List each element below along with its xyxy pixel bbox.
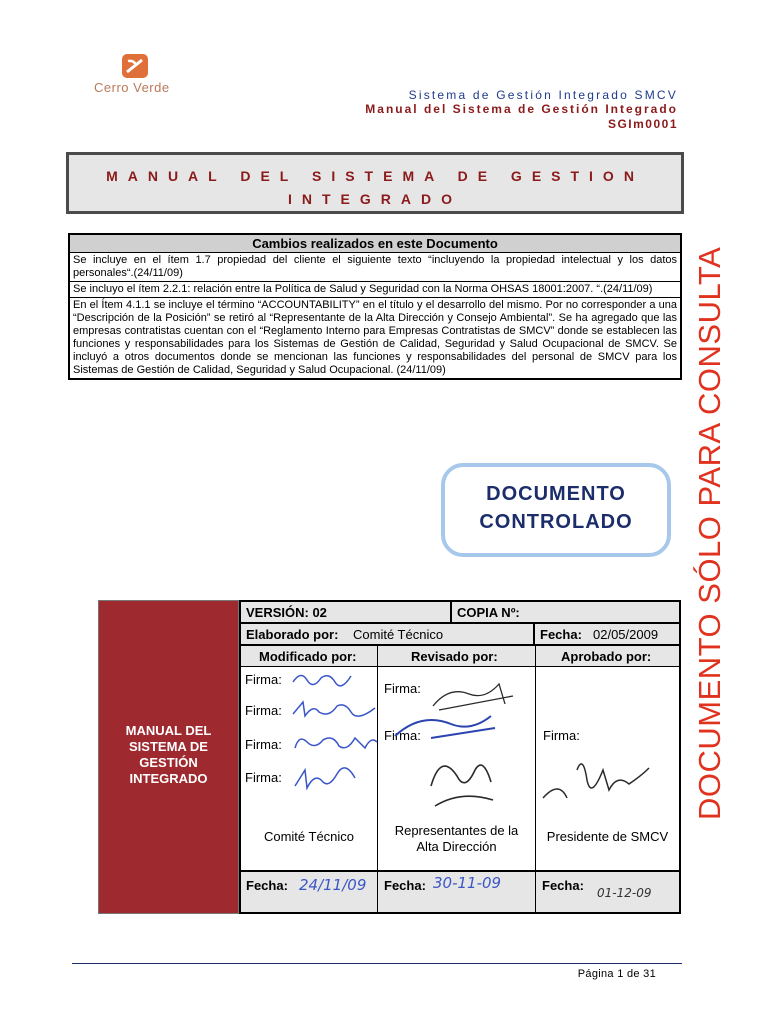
signature-label: Firma:	[245, 737, 282, 752]
document-title-box	[66, 152, 684, 214]
version-label: VERSIÓN: 02	[246, 605, 327, 620]
fecha-label: Fecha:	[384, 878, 426, 893]
approved-by-name: Presidente de SMCV	[546, 829, 669, 844]
fecha-label: Fecha:	[542, 878, 584, 893]
modified-by-name: Comité Técnico	[263, 829, 355, 844]
side-title-line: GESTIÓN	[139, 755, 198, 770]
table-row: Se incluyo el ítem 2.2.1: relación entre la Política de Salud y Seguridad con la Norma OHSAS 18001:2007. “.(24/11/09)	[69, 282, 681, 298]
date-label: Fecha:	[540, 627, 582, 642]
fecha-modified-value: 24/11/09	[299, 876, 367, 894]
stamp-line2: CONTROLADO	[479, 511, 633, 533]
handwritten-signature-icon	[289, 668, 359, 690]
signature-label: Firma:	[245, 703, 282, 718]
reviewed-by-line: Representantes de la	[394, 823, 519, 838]
manual-side-panel	[98, 600, 239, 914]
changes-table-heading: Cambios realizados en este Documento	[69, 234, 681, 253]
handwritten-signature-icon	[289, 762, 359, 792]
reviewed-by-header: Revisado por:	[411, 649, 498, 664]
handwritten-signature-icon	[421, 746, 501, 812]
side-title-line: SISTEMA DE	[129, 739, 208, 754]
changes-table	[68, 233, 682, 380]
modified-by-header: Modificado por:	[259, 649, 357, 664]
reviewed-by-name	[378, 823, 535, 855]
document-title-line1: MANUAL DEL SISTEMA DE GESTION	[106, 168, 644, 184]
signature-label: Firma:	[384, 681, 421, 696]
footer-divider	[72, 963, 682, 964]
signature-label: Firma:	[384, 728, 421, 743]
logo-text: Cerro Verde	[94, 80, 170, 95]
table-row: En el Ítem 4.1.1 se incluye el término “ACCOUNTABILITY” en el título y el desarrollo del mismo. Por no corresponder a una “Descripción de la Posición” se retiró al “Representante de la Alta Dirección y Consejo Ambiental”. Se ha agregado que las empresas contratistas cuentan con el “Reglamento Interno para Empresas Contratistas de SMCV” donde se establecen las funciones y responsabilidades para los Sistemas de Gestión de Calidad, Seguridad y Salud Ocupacional de SMCV. Se incluyó a otros documentos donde se mencionan las funciones y responsabilidades del personal de SMCV para los Sistemas de Gestión de Calidad, Seguridad y Salud Ocupacional. (24/11/09)	[69, 298, 681, 380]
controlled-document-stamp	[441, 463, 671, 557]
side-title-line: MANUAL DEL	[125, 723, 212, 738]
signature-label: Firma:	[245, 770, 282, 785]
approval-table	[239, 600, 681, 914]
prepared-by-value: Comité Técnico	[353, 627, 444, 642]
copy-label: COPIA Nº:	[457, 605, 520, 620]
header-manual-name: Manual del Sistema de Gestión Integrado	[365, 102, 678, 116]
header-doc-code: SGIm0001	[607, 117, 678, 131]
table-row: Se incluye en el ítem 1.7 propiedad del cliente el siguiente texto “incluyendo la propiedad intelectual y los datos personales“.(24/11/09)	[69, 253, 681, 282]
consult-only-watermark: DOCUMENTO SÓLO PARA CONSULTA	[692, 246, 727, 820]
handwritten-signature-icon	[537, 740, 657, 810]
prepared-by-label: Elaborado por:	[246, 627, 339, 642]
stamp-line1: DOCUMENTO	[486, 483, 626, 505]
fecha-label: Fecha:	[246, 878, 288, 893]
handwritten-signature-icon	[289, 730, 379, 756]
side-panel-title	[99, 723, 238, 787]
reviewed-by-line: Alta Dirección	[416, 839, 497, 854]
side-title-line: INTEGRADO	[129, 771, 208, 786]
signature-label: Firma:	[245, 672, 282, 687]
handwritten-signature-icon	[391, 702, 501, 742]
logo-mark-icon	[122, 54, 148, 78]
page-number: Página 1 de 31	[577, 968, 656, 980]
signature-label: Firma:	[543, 728, 580, 743]
fecha-approved-value: 01-12-09	[597, 886, 652, 900]
header-system-name: Sistema de Gestión Integrado SMCV	[408, 88, 678, 102]
date-value: 02/05/2009	[593, 627, 659, 642]
fecha-reviewed-value: 30-11-09	[433, 874, 502, 892]
approved-by-header: Aprobado por:	[561, 649, 652, 664]
company-logo	[92, 52, 192, 102]
document-title-line2: INTEGRADO	[288, 191, 462, 207]
handwritten-signature-icon	[289, 698, 379, 722]
